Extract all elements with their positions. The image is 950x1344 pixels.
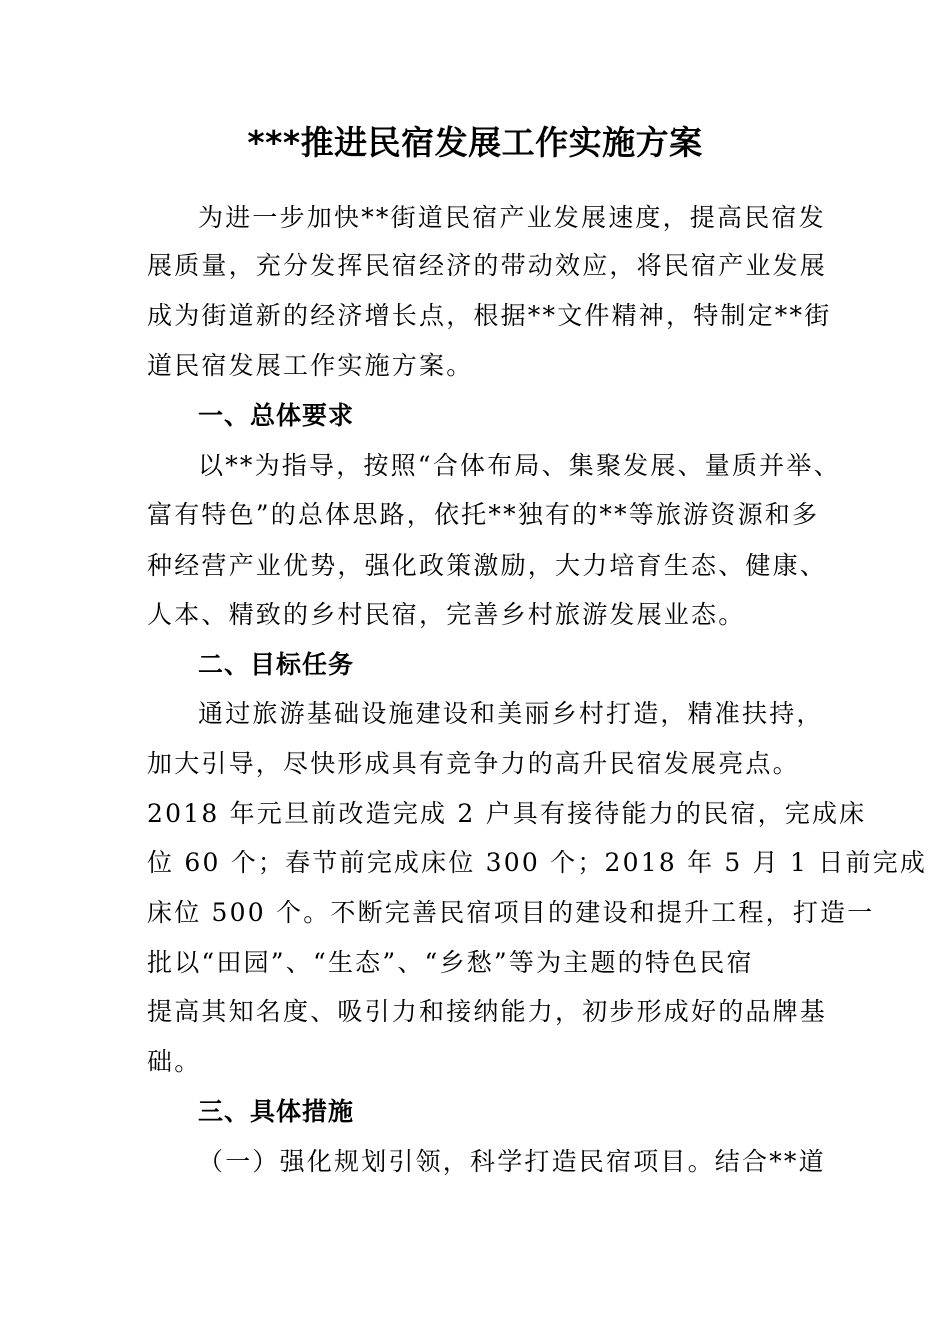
document-title: ***推进民宿发展工作实施方案 xyxy=(247,123,703,162)
intro-line-3: 成为街道新的经济增长点，根据**文件精神，特制定**街 xyxy=(147,301,832,330)
section2-line-3: 2018 年元旦前改造完成 2 户具有接待能力的民宿，完成床 xyxy=(147,799,867,828)
section2-line-4: 位 60 个；春节前完成床位 300 个；2018 年 5 月 1 日前完成 xyxy=(147,848,928,877)
section2-line-7: 提高其知名度、吸引力和接纳能力，初步形成好的品牌基 xyxy=(147,997,828,1026)
section-heading-general-requirements: 一、总体要求 xyxy=(198,401,355,430)
intro-line-1: 为进一步加快**街道民宿产业发展速度，提高民宿发 xyxy=(198,203,826,232)
intro-line-4: 道民宿发展工作实施方案。 xyxy=(147,351,474,380)
section2-line-8: 础。 xyxy=(147,1047,202,1076)
section1-line-3: 种经营产业优势，强化政策激励，大力培育生态、健康、 xyxy=(147,551,828,580)
section-heading-goals: 二、目标任务 xyxy=(198,650,355,679)
section-heading-measures: 三、具体措施 xyxy=(198,1097,355,1126)
section3-line-1: （一）强化规划引领，科学打造民宿项目。结合**道 xyxy=(198,1147,826,1176)
section2-line-5: 床位 500 个。不断完善民宿项目的建设和提升工程，打造一 xyxy=(147,898,875,927)
section2-line-2: 加大引导，尽快形成具有竞争力的高升民宿发展亮点。 xyxy=(147,749,800,778)
section1-line-4: 人本、精致的乡村民宿，完善乡村旅游发展业态。 xyxy=(147,600,746,629)
section2-line-1: 通过旅游基础设施建设和美丽乡村打造，精准扶持， xyxy=(198,699,824,728)
section1-line-1: 以**为指导，按照“合体布局、集聚发展、量质并举、 xyxy=(198,451,841,480)
intro-line-2: 展质量，充分发挥民宿经济的带动效应，将民宿产业发展 xyxy=(147,251,828,280)
section2-line-6: 批以“田园”、“生态”、“乡愁”等为主题的特色民宿 xyxy=(147,948,754,977)
section1-line-2: 富有特色”的总体思路，依托**独有的**等旅游资源和多 xyxy=(147,500,820,529)
